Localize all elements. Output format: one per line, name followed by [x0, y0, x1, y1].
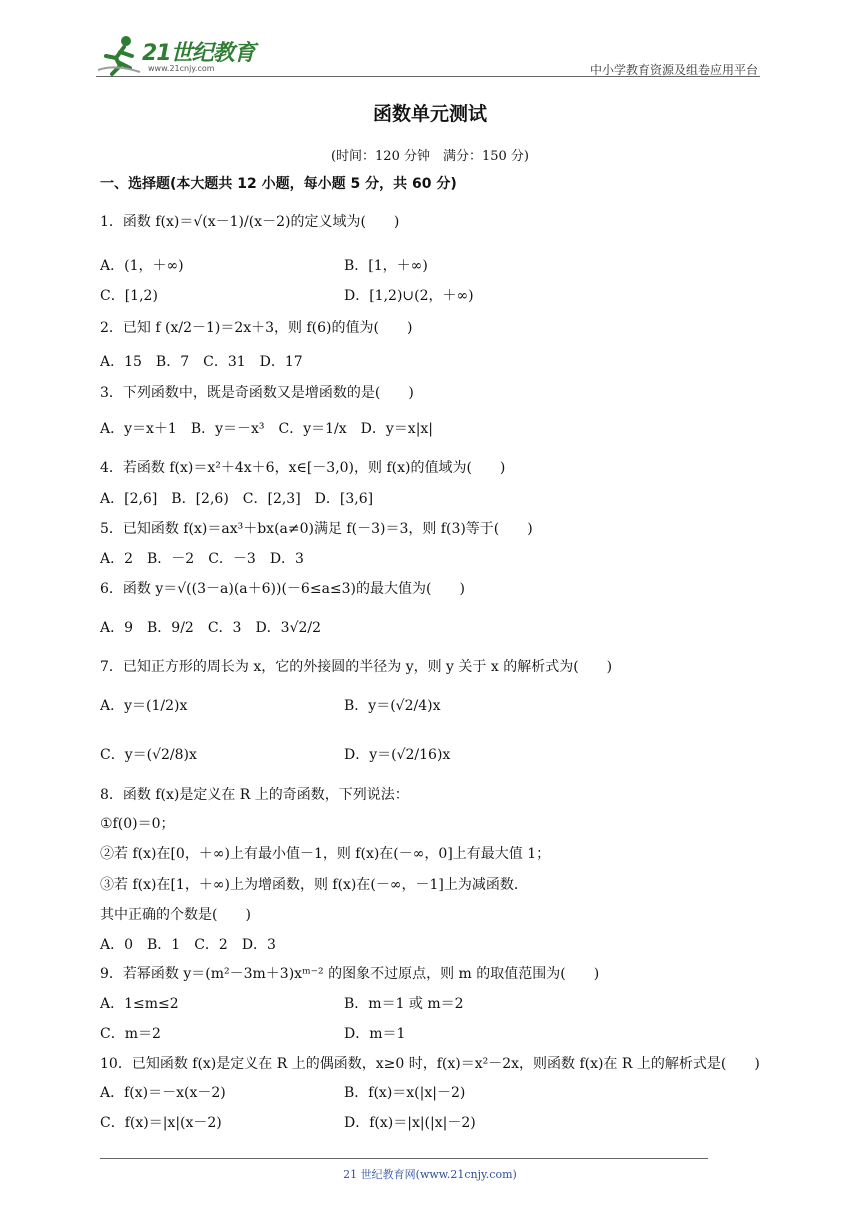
q10-option-d: D．f(x)＝|x|(|x|－2): [344, 1115, 476, 1131]
q10-option-c: C．f(x)＝|x|(x－2): [100, 1115, 222, 1131]
q8-statement-1: ①f(0)＝0；: [100, 816, 175, 832]
footer-link[interactable]: 21 世纪教育网(www.21cnjy.com): [343, 1168, 517, 1181]
q1-option-a: A．(1，＋∞): [100, 258, 184, 274]
q7-option-a: A．y＝(1/2)x: [100, 698, 188, 714]
section-heading: 一、选择题(本大题共 12 小题，每小题 5 分，共 60 分): [100, 176, 457, 192]
exam-info: (时间：120 分钟 满分：150 分): [330, 149, 530, 164]
footer-divider: [100, 1158, 708, 1159]
q10-option-b: B．f(x)＝x(|x|－2): [344, 1085, 466, 1101]
question-2: 2．已知 f (x/2－1)＝2x＋3，则 f(6)的值为( ): [100, 320, 413, 336]
q3-options: A．y＝x＋1 B．y＝－x³ C．y＝1/x D．y＝x|x|: [100, 421, 434, 437]
q7-option-c: C．y＝(√2/8)x: [100, 747, 197, 763]
page-header: [96, 34, 760, 78]
q7-option-b: B．y＝(√2/4)x: [344, 698, 441, 714]
q2-options: A．15 B．7 C．31 D．17: [100, 354, 303, 370]
q8-prompt: 其中正确的个数是( ): [100, 907, 251, 923]
question-8: 8．函数 f(x)是定义在 R 上的奇函数，下列说法：: [100, 787, 409, 803]
q4-options: A．[2,6] B．[2,6) C．[2,3] D．[3,6]: [100, 491, 374, 507]
logo-text: 21世纪教育: [142, 41, 255, 66]
q5-options: A．2 B．－2 C．－3 D．3: [100, 551, 304, 567]
q9-option-c: C．m＝2: [100, 1026, 161, 1042]
platform-name: 中小学教育资源及组卷应用平台: [589, 63, 758, 77]
question-1: 1．函数 f(x)＝√(x－1)/(x－2)的定义域为( ): [100, 214, 400, 230]
q1-option-d: D．[1,2)∪(2，＋∞): [344, 288, 474, 304]
q8-options: A．0 B．1 C．2 D．3: [100, 937, 276, 953]
q9-option-a: A．1≤m≤2: [100, 996, 179, 1012]
q10-option-a: A．f(x)＝－x(x－2): [100, 1085, 226, 1101]
runner-logo-icon: [96, 34, 142, 76]
logo-url: www.21cnjy.com: [148, 64, 215, 73]
q8-statement-2: ②若 f(x)在[0，＋∞)上有最小值－1，则 f(x)在(－∞，0]上有最大值 1；: [100, 846, 551, 862]
q9-option-d: D．m＝1: [344, 1026, 406, 1042]
question-6: 6．函数 y＝√((3－a)(a＋6))(－6≤a≤3)的最大值为( ): [100, 581, 465, 597]
q6-options: A．9 B．9/2 C．3 D．3√2/2: [100, 620, 322, 636]
page-title: 函数单元测试: [372, 103, 487, 125]
question-9: 9．若幂函数 y＝(m²－3m＋3)xᵐ⁻² 的图象不过原点，则 m 的取值范围为( ): [100, 966, 600, 982]
question-7: 7．已知正方形的周长为 x，它的外接圆的半径为 y，则 y 关于 x 的解析式为( ): [100, 659, 613, 675]
question-10: 10．已知函数 f(x)是定义在 R 上的偶函数，x≥0 时，f(x)＝x²－2x，则函数 f(x)在 R 上的解析式是( ): [100, 1056, 760, 1072]
q7-option-d: D．y＝(√2/16)x: [344, 747, 451, 763]
question-5: 5．已知函数 f(x)＝ax³＋bx(a≠0)满足 f(－3)＝3，则 f(3)等于( ): [100, 521, 533, 537]
q8-statement-3: ③若 f(x)在[1，＋∞)上为增函数，则 f(x)在(－∞，－1]上为减函数．: [100, 877, 528, 893]
header-divider: [96, 76, 760, 77]
q9-option-b: B．m＝1 或 m＝2: [344, 996, 464, 1012]
q1-option-b: B．[1，＋∞): [344, 258, 428, 274]
question-4: 4．若函数 f(x)＝x²＋4x＋6，x∈[－3,0)，则 f(x)的值域为( ): [100, 460, 506, 476]
q1-option-c: C．[1,2): [100, 288, 158, 304]
question-3: 3．下列函数中，既是奇函数又是增函数的是( ): [100, 385, 414, 401]
logo: [96, 34, 266, 78]
